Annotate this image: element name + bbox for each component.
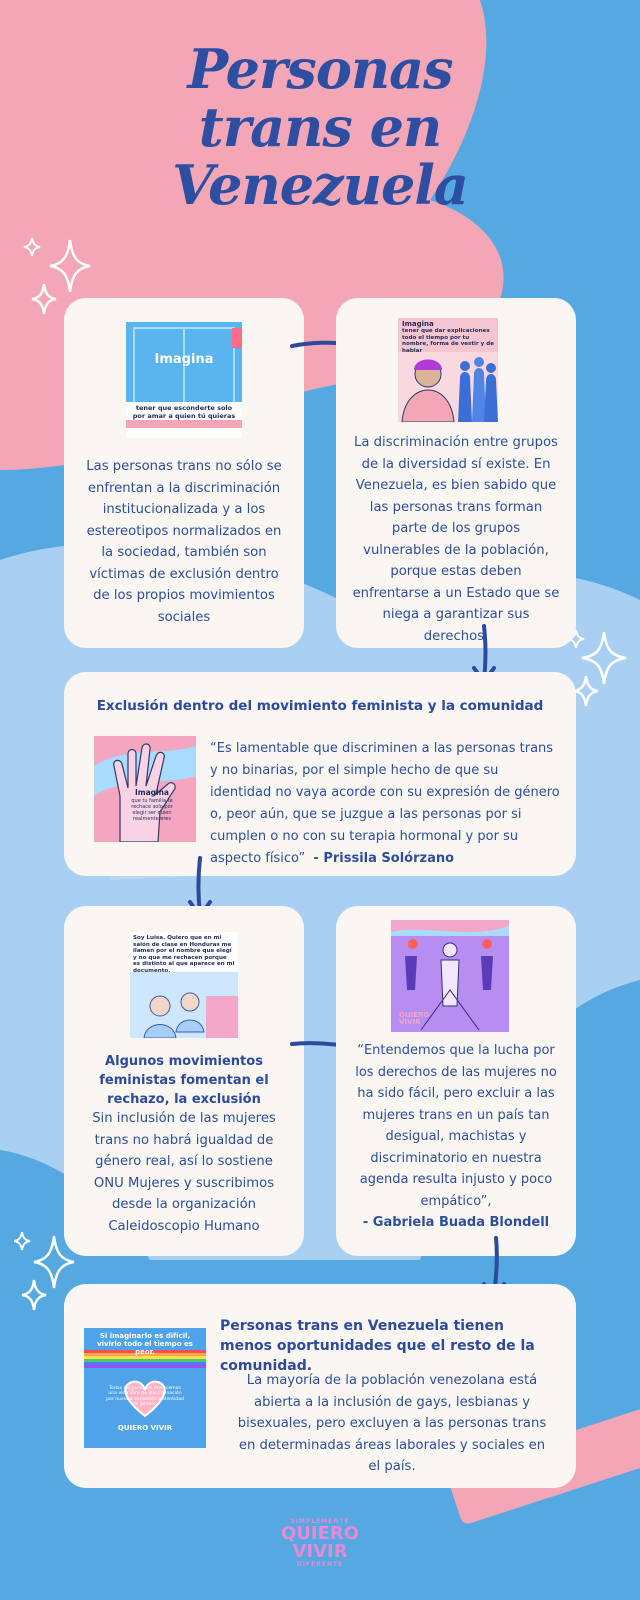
- logo-top: SIMPLEMENTE: [290, 1518, 350, 1525]
- logo-bottom: DIFERENTE: [296, 1561, 344, 1568]
- card-heading: Exclusión dentro del movimiento feminista y la comunidad: [96, 698, 544, 714]
- card-feminist-exclusion: [64, 672, 576, 876]
- quote-text: “Es lamentable que discriminen a las personas trans y no binarias, por el simple hecho de que su identidad no vaya acorde con su expresión de género o, peor aún, que se juzgue a las personas por si cumplen o no con su terapia hormonal y por su aspecto físico”: [210, 741, 560, 866]
- title-line-2: trans en: [198, 95, 442, 159]
- logo-line-1: QUIERO: [280, 1523, 360, 1544]
- card-diversity-discrimination: [336, 298, 576, 648]
- thumb-caption: Todas las personas merecemos una vida libre de discriminación por nuestra expresión e identidad de género.: [106, 1386, 184, 1408]
- thumb-caption: tener que esconderte solo por amar a quien tú quieras: [132, 404, 236, 420]
- thumbnail-imagina-explanations: [398, 318, 498, 422]
- thumbnail-restroom: [391, 920, 509, 1032]
- logo-line-2: VIVIR: [292, 1541, 348, 1562]
- card-institutional-discrimination: [64, 298, 304, 648]
- card-heading: Personas trans en Venezuela tienen menos oportunidades que el resto de la comunidad.: [220, 1318, 535, 1374]
- card-body-text: Sin inclusión de las mujeres trans no habrá igualdad de género real, así lo sostiene ONU Mujeres y suscribimos desde la organización Caleidoscopio Humano: [92, 1111, 276, 1234]
- thumb-title: Imagina: [134, 788, 169, 797]
- thumb-label: Imagina: [154, 352, 214, 367]
- thumb-title: Imagina: [402, 320, 434, 328]
- quote-author: - Gabriela Buada Blondell: [362, 1215, 550, 1230]
- thumbnail-luisa: [130, 932, 238, 1038]
- sparkle-icon: [570, 628, 640, 708]
- card-feminist-movements: [64, 906, 304, 1256]
- thumb-caption: tener que dar explicaciones todo el tiempo por tu nombre, forma de vestir y de hablar: [402, 328, 495, 354]
- thumbnail-imagina-closet: [126, 322, 242, 438]
- card-body-text: Las personas trans no sólo se enfrentan a la discriminación institucionalizada y a los estereotipos normalizados en la sociedad, también son víctimas de exclusión dentro de los propios movimientos sociales: [86, 459, 282, 625]
- thumb-headline: Si imaginarlo es difícil, vivirlo todo el tiempo es peor.: [97, 1332, 193, 1356]
- card-fewer-opportunities: [64, 1284, 576, 1488]
- thumb-caption: que tu familia te rechace solo por elegir ser quien realmente eres: [131, 798, 173, 822]
- quote-author: - Prissila Solórzano: [313, 851, 455, 866]
- card-body-text: La mayoría de la población venezolana está abierta a la inclusión de gays, lesbianas y bisexuales, pero excluyen a las personas trans en determinadas áreas laborales y sociales en el país.: [237, 1373, 547, 1474]
- page-title: [0, 37, 640, 217]
- title-line-1: Personas: [187, 37, 453, 101]
- thumb-caption: Soy Luisa. Quiero que en mi salón de clase en Honduras me llamen por el nombre que elegí y no que me rechacen porque es distinto al que aparece en mi documento.: [133, 935, 235, 974]
- title-line-3: Venezuela: [172, 153, 468, 217]
- thumbnail-imagina-hand: [94, 736, 196, 842]
- footer-logo: [250, 1518, 390, 1568]
- card-heading: Algunos movimientos feministas fomentan el rechazo, la exclusión: [99, 1054, 269, 1107]
- card-body-text: La discriminación entre grupos de la diversidad sí existe. En Venezuela, es bien sabido que las personas trans forman parte de los grupos vulnerables de la población, porque estas deben enfrentarse a un Estado que se niega a garantizar sus derechos.: [352, 435, 560, 644]
- quote-text: “Entendemos que la lucha por los derechos de las mujeres no ha sido fácil, pero excluir a las mujeres trans en un país tan desigual, machistas y discriminatorio en nuestra agenda resulta injusto y poco empático”,: [355, 1043, 557, 1209]
- thumbnail-hearts-hands: [84, 1328, 206, 1448]
- quote-block: [348, 1040, 564, 1234]
- thumb-logo: QUIERO VIVIR: [399, 1011, 430, 1026]
- quote-block: [210, 738, 562, 870]
- card-quote-buada: [336, 906, 576, 1256]
- thumb-logo: QUIERO VIVIR: [117, 1424, 173, 1432]
